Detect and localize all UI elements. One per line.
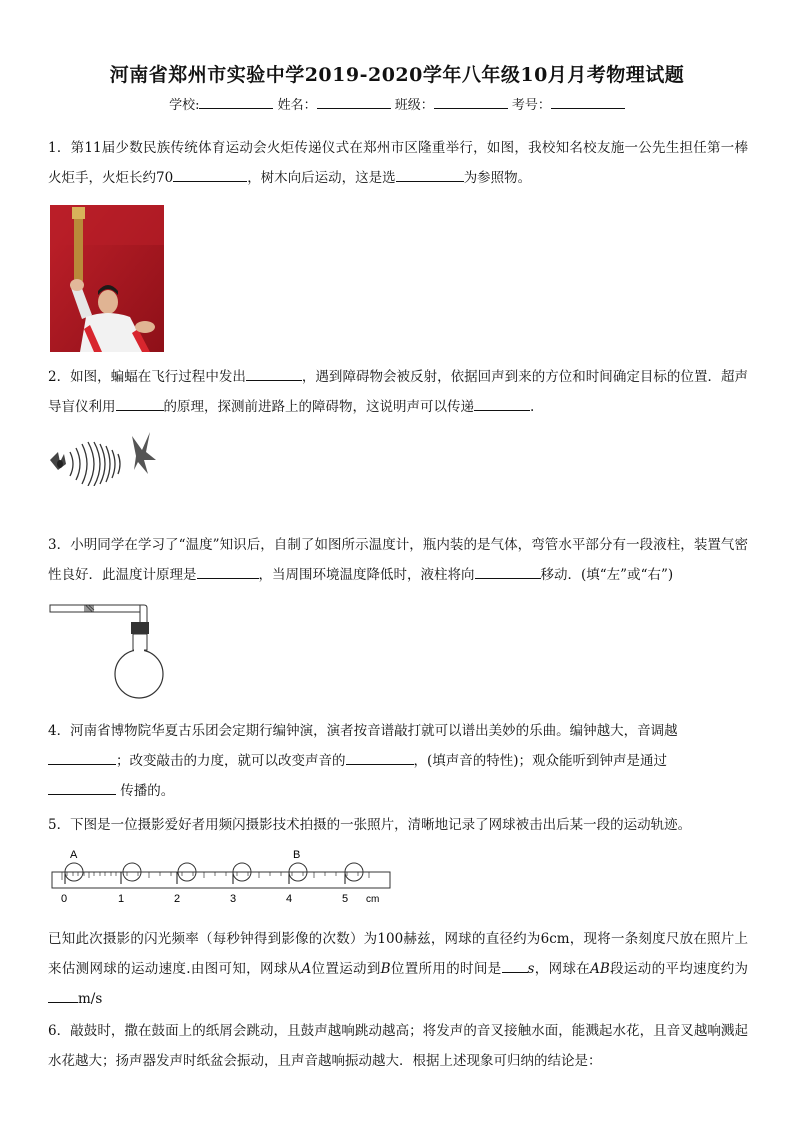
student-info-line xyxy=(0,94,794,113)
ruler-tick-label: 0 xyxy=(61,893,68,905)
q4-blank-3[interactable] xyxy=(48,780,116,795)
school-label: 学校: xyxy=(169,98,200,113)
q1-blank-2[interactable] xyxy=(396,167,464,182)
torchbearer-photo xyxy=(50,205,164,352)
class-label: 班级： xyxy=(394,98,434,113)
q4-blank-1[interactable] xyxy=(48,750,116,765)
question-4: 4．河南省博物院华夏古乐团会定期行编钟演，演者按音谱敲打就可以谱出美妙的乐曲。编钟越大，音调越 ；改变敲击的力度，就可以改变声音的 ，(填声音的特性)；观众能听到钟声是通过 传播的。 xyxy=(48,723,678,799)
q2-blank-1[interactable] xyxy=(246,366,302,381)
name-label: 姓名： xyxy=(277,98,317,113)
question-1: 1．第11届少数民族传统体育运动会火炬传递仪式在郑州市区隆重举行，如图，我校知名校友施一公先生担任第一棒火炬手，火炬长约70 ，树木向后运动，这是选 为参照物。 xyxy=(48,140,748,186)
gas-thermometer-figure xyxy=(48,600,168,700)
ruler-tick-label: 4 xyxy=(286,893,293,905)
bat-echo-figure xyxy=(48,430,168,486)
q5-blank-1[interactable] xyxy=(502,958,528,973)
question-5-paragraph: 已知此次摄影的闪光频率（每秒钟得到影像的次数）为100赫兹，网球的直径约为6cm，现将一条刻度尺放在照片上来估测网球的运动速度.由图可知，网球从A位置运动到B位置所用的时间是 s，网球在AB段运动的平均速度约为m/s xyxy=(48,931,749,1007)
q4-blank-2[interactable] xyxy=(346,750,414,765)
id-field[interactable] xyxy=(551,94,625,109)
label-b: B xyxy=(293,849,301,861)
q3-blank-1[interactable] xyxy=(197,564,259,579)
q1-blank-1[interactable] xyxy=(173,167,247,182)
id-label: 考号： xyxy=(511,98,551,113)
page-title: 河南省郑州市实验中学2019-2020学年八年级10月月考物理试题 xyxy=(109,64,685,86)
question-2: 2．如图，蝙蝠在飞行过程中发出 ，遇到障碍物会被反射，依据回声到来的方位和时间确定目标的位置．超声导盲仪利用 的原理，探测前进路上的障碍物，这说明声可以传递 . xyxy=(48,362,748,422)
tennis-ruler-figure xyxy=(48,846,398,910)
question-3: 3．小明同学在学习了“温度”知识后，自制了如图所示温度计，瓶内装的是气体，弯管水平部分有一段液柱，装置气密性良好．此温度计原理是 ，当周围环境温度降低时，液柱将向 移动．(填“左”或“右”) xyxy=(48,537,748,583)
ruler-tick-label: 1 xyxy=(118,893,125,905)
question-5: 5．下图是一位摄影爱好者用频闪摄影技术拍摄的一张照片，清晰地记录了网球被击出后某一段的运动轨迹。 xyxy=(48,817,692,833)
school-field[interactable] xyxy=(199,94,273,109)
ruler-tick-label: 2 xyxy=(174,893,181,905)
class-field[interactable] xyxy=(434,94,508,109)
label-a: A xyxy=(70,849,78,861)
name-field[interactable] xyxy=(317,94,391,109)
question-6: 6．敲鼓时，撒在鼓面上的纸屑会跳动，且鼓声越响跳动越高；将发声的音叉接触水面，能溅起水花，且音叉越响溅起水花越大；扬声器发声时纸盆会振动，且声音越响振动越大．根据上述现象可归纳的结论是： xyxy=(48,1023,748,1069)
ruler-tick-label: 3 xyxy=(230,893,237,905)
ruler-unit: cm xyxy=(366,894,380,905)
ruler-tick-label: 5 xyxy=(342,893,349,905)
q5-blank-2[interactable] xyxy=(48,988,78,1003)
q2-blank-2[interactable] xyxy=(116,396,164,411)
q2-blank-3[interactable] xyxy=(474,396,530,411)
q3-blank-2[interactable] xyxy=(475,564,541,579)
